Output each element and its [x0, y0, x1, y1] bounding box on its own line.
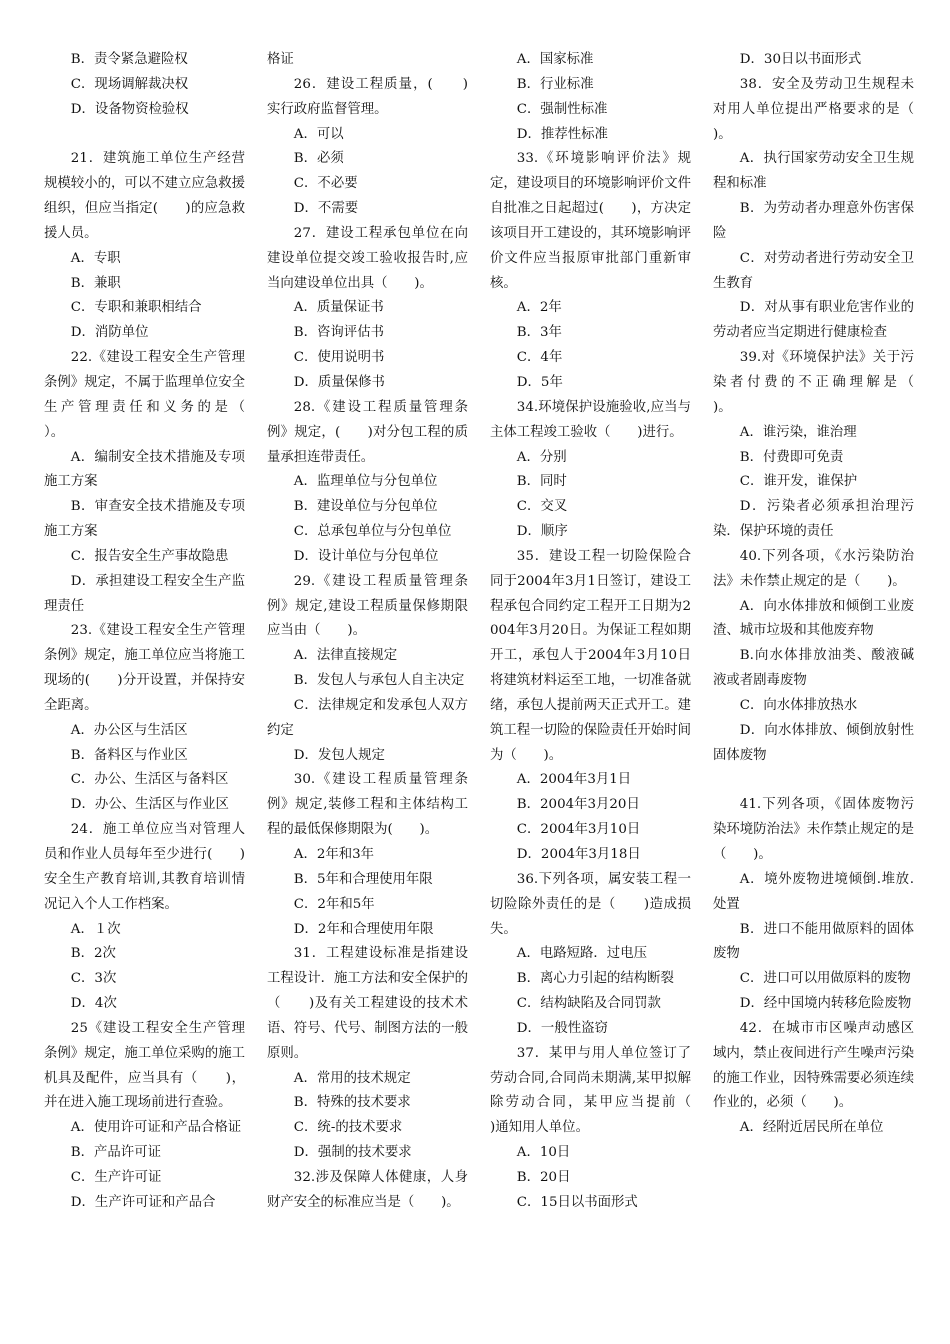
- option-text: B．2次: [70, 946, 116, 962]
- option-text: A．10日: [516, 1145, 571, 1161]
- option-text: C．强制性标准: [516, 101, 608, 117]
- option-text: B．5年和合理使用年限: [293, 871, 433, 887]
- option-text: B．20日: [516, 1169, 571, 1185]
- option-text: C．统-的技术要求: [293, 1120, 403, 1136]
- option-text: A．专职: [70, 250, 121, 266]
- option-text: C．谁开发，谁保护: [739, 474, 858, 490]
- option-text: C．15日以书面形式: [516, 1194, 638, 1210]
- option-text: A．法律直接规定: [293, 648, 398, 664]
- option-text: B．3年: [516, 325, 562, 341]
- question-text: 32.涉及保障人体健康，人身财产安全的标准应当是（ )。: [267, 1169, 468, 1210]
- option-text: C．专职和兼职相结合: [70, 300, 202, 316]
- option-text: A．分别: [516, 449, 567, 465]
- option-text: D．设备物资检验权: [70, 101, 189, 117]
- option-text: B．必须: [293, 151, 344, 167]
- option-text: A．１次: [70, 921, 121, 937]
- option-text: A．2004年3月1日: [516, 772, 632, 788]
- option-text: A．办公区与生活区: [70, 722, 188, 738]
- blank-line: [713, 768, 914, 793]
- option-text: D．顺序: [516, 524, 568, 540]
- question-text: B．发包人与承包人自主决定: [293, 673, 465, 689]
- option-text: A．常用的技术规定: [293, 1070, 411, 1086]
- option-text: C．交叉: [516, 499, 568, 515]
- question-text: 28.《建设工程质量管理条例》规定，( )对分包工程的质量承担连带责任。: [267, 399, 468, 465]
- option-text: B．兼职: [70, 275, 121, 291]
- continuation-text: 格证: [267, 52, 294, 67]
- question-text: 35．建设工程一切险保险合同于2004年3月1日签订，建设工程承包合同约定工程开工日期为2004年3月20日。为保证工程如期开工，承包人于2004年3月10日将建筑材料运至工地，一切准备就绪，承包人提前两天正式开工。建筑工程一切险的保险责任开始时间为（ )。: [490, 548, 691, 763]
- question-text: A．境外废物进境倾倒.堆放.处置: [713, 871, 914, 912]
- question-text: B．离心力引起的结构断裂: [516, 971, 674, 987]
- option-text: C．3次: [70, 971, 117, 987]
- question-text: C．对劳动者进行劳动安全卫生教育: [713, 250, 914, 291]
- option-text: B．行业标准: [516, 76, 594, 92]
- question-text: D．承担建设工程安全生产监理责任: [44, 573, 245, 614]
- option-text: D．办公、生活区与作业区: [70, 797, 229, 813]
- question-text: 25《建设工程安全生产管理条例》规定，施工单位采购的施工机具及配件，应当具有（ )，并在进入施工现场前进行查验。: [44, 1020, 245, 1111]
- option-text: D．一般性盗窃: [516, 1020, 608, 1036]
- question-text: A．使用许可证和产品合格证: [70, 1120, 242, 1136]
- option-text: B．备料区与作业区: [70, 747, 188, 763]
- question-text: B.向水体排放油类、酸液碱液或者剧毒废物: [713, 648, 914, 689]
- option-text: C．2年和5年: [293, 896, 375, 912]
- question-text: D．向水体排放、倾倒放射性固体废物: [713, 722, 914, 763]
- option-text: D．30日以书面形式: [739, 52, 862, 67]
- question-text: 37．某甲与用人单位签订了劳动合同,合同尚未期满,某甲拟解除劳动合同，某甲应当提前（ )通知用人单位。: [490, 1045, 718, 1136]
- question-text: 27．建设工程承包单位在向建设单位提交竣工验收报告时,应当向建设单位出具（ )。: [267, 225, 468, 291]
- question-text: D．污染者必须承担治理污染．保护环境的责任: [713, 499, 914, 540]
- blank-line: [44, 123, 245, 148]
- option-text: A．国家标准: [516, 52, 594, 67]
- option-text: C．结构缺陷及合同罚款: [516, 996, 661, 1012]
- option-text: D．2004年3月18日: [516, 847, 641, 862]
- option-text: B．建设单位与分包单位: [293, 499, 438, 515]
- option-text: A．监理单位与分包单位: [293, 474, 438, 490]
- question-text: D．经中国境内转移危险废物: [739, 996, 912, 1012]
- option-text: B．责令紧急避险权: [70, 52, 188, 67]
- option-text: D．5年: [516, 374, 563, 390]
- question-text: 38．安全及劳动卫生规程未对用人单位提出严格要求的是（ )。: [713, 76, 941, 142]
- question-text: B．进口不能用做原料的固体废物: [713, 921, 914, 962]
- question-text: A．执行国家劳动安全卫生规程和标准: [713, 151, 914, 192]
- option-text: D．推荐性标准: [516, 126, 608, 142]
- question-text: 23.《建设工程安全生产管理条例》规定，施工单位应当将施工现场的( )分开设置，并保持安全距离。: [44, 623, 245, 713]
- text-column-2: [267, 48, 468, 1300]
- question-text: A．向水体排放和倾倒工业废渣、城市垃圾和其他废弃物: [713, 598, 914, 639]
- option-text: C．4年: [516, 350, 563, 366]
- option-text: D．4次: [70, 996, 117, 1012]
- question-text: A．编制安全技术措施及专项施工方案: [44, 449, 245, 490]
- option-text: B．同时: [516, 474, 567, 490]
- option-text: B．付费即可免责: [739, 449, 844, 465]
- question-text: 24．施工单位应当对管理人员和作业人员每年至少进行( )安全生产教育培训,其教育培训情况记入个人工作档案。: [44, 822, 245, 912]
- option-text: A．谁污染，谁治理: [739, 424, 857, 440]
- option-text: A．质量保证书: [293, 300, 384, 316]
- option-text: D．强制的技术要求: [293, 1145, 412, 1161]
- question-text: 39.对《环境保护法》关于污染者付费的不正确理解是（ )。: [713, 350, 941, 415]
- text-column-3: [490, 48, 718, 1300]
- option-text: D．发包人规定: [293, 747, 385, 763]
- option-text: C．2004年3月10日: [516, 822, 641, 838]
- option-text: C．办公、生活区与备料区: [70, 772, 229, 788]
- question-text: C．总承包单位与分包单位: [293, 524, 452, 540]
- option-text: A．2年和3年: [293, 847, 375, 862]
- question-text: 22.《建设工程安全生产管理条例》规定，不属于监理单位安全生产管理责任和义务的是（ ）。: [44, 350, 272, 440]
- text-column-4: [713, 48, 941, 1300]
- option-text: D．质量保修书: [293, 374, 385, 390]
- option-text: B．咨询评估书: [293, 325, 384, 341]
- option-text: A．可以: [293, 126, 344, 142]
- question-text: 31．工程建设标准是指建设工程设计．施工方法和安全保护的（ )及有关工程建设的技术术语、符号、代号、制图方法的一般原则。: [267, 946, 468, 1061]
- question-text: 36.下列各项，属安装工程一切险除外责任的是（ )造成损失。: [490, 871, 691, 937]
- question-text: B．审查安全技术措施及专项施工方案: [44, 499, 245, 540]
- question-text: 34.环境保护设施验收,应当与主体工程竣工验收（ )进行。: [490, 399, 691, 440]
- question-text: A．经附近居民所在单位: [739, 1120, 884, 1136]
- option-text: A．电路短路．过电压: [516, 946, 647, 962]
- option-text: B．特殊的技术要求: [293, 1095, 411, 1111]
- option-text: A．2年: [516, 300, 562, 316]
- question-text: C．进口可以用做原料的废物: [739, 971, 911, 987]
- question-text: 30.《建设工程质量管理条例》规定,装修工程和主体结构工程的最低保修期限为( )。: [267, 772, 468, 838]
- option-text: B．产品许可证: [70, 1145, 161, 1161]
- question-text: 40.下列各项，《水污染防治法》未作禁止规定的是（ )。: [713, 548, 914, 589]
- text-column-1: [44, 48, 272, 1300]
- option-text: D．消防单位: [70, 325, 149, 341]
- option-text: C．不必要: [293, 176, 358, 192]
- question-text: D．生产许可证和产品合: [70, 1194, 216, 1210]
- option-text: D．2年和合理使用年限: [293, 921, 434, 937]
- question-text: D．对从事有职业危害作业的劳动者应当定期进行健康检查: [713, 300, 914, 341]
- option-text: D．不需要: [293, 201, 359, 217]
- question-text: 33.《环境影响评价法》规定，建设项目的环境影响评价文件自批准之日起超过( )，方决定该项目开工建设的，其环境影响评价文件应当报原审批部门重新审核。: [490, 151, 691, 291]
- option-text: C．生产许可证: [70, 1169, 162, 1185]
- question-text: C．报告安全生产事故隐患: [70, 548, 229, 564]
- option-text: C．现场调解裁决权: [70, 76, 189, 92]
- question-text: 42．在城市市区噪声动感区域内，禁止夜间进行产生噪声污染的施工作业，因特殊需要必须连续作业的，必须（ )。: [713, 1020, 914, 1111]
- question-text: B．为劳动者办理意外伤害保险: [713, 201, 914, 241]
- option-text: D．设计单位与分包单位: [293, 548, 439, 564]
- option-text: B．2004年3月20日: [516, 797, 640, 813]
- question-text: 29.《建设工程质量管理条例》规定,建设工程质量保修期限应当由（ )。: [267, 573, 468, 639]
- question-text: C．法律规定和发承包人双方约定: [267, 697, 468, 738]
- question-text: 26．建设工程质量，( )实行政府监督管理。: [267, 76, 468, 117]
- question-text: 21．建筑施工单位生产经营规模较小的，可以不建立应急救援组织，但应当指定( )的应急救援人员。: [44, 151, 245, 241]
- option-text: C．使用说明书: [293, 350, 385, 366]
- document-page: [44, 48, 941, 1300]
- option-text: C．向水体排放热水: [739, 697, 858, 713]
- question-text: 41.下列各项，《固体废物污染环境防治法》未作禁止规定的是（ )。: [713, 797, 914, 862]
